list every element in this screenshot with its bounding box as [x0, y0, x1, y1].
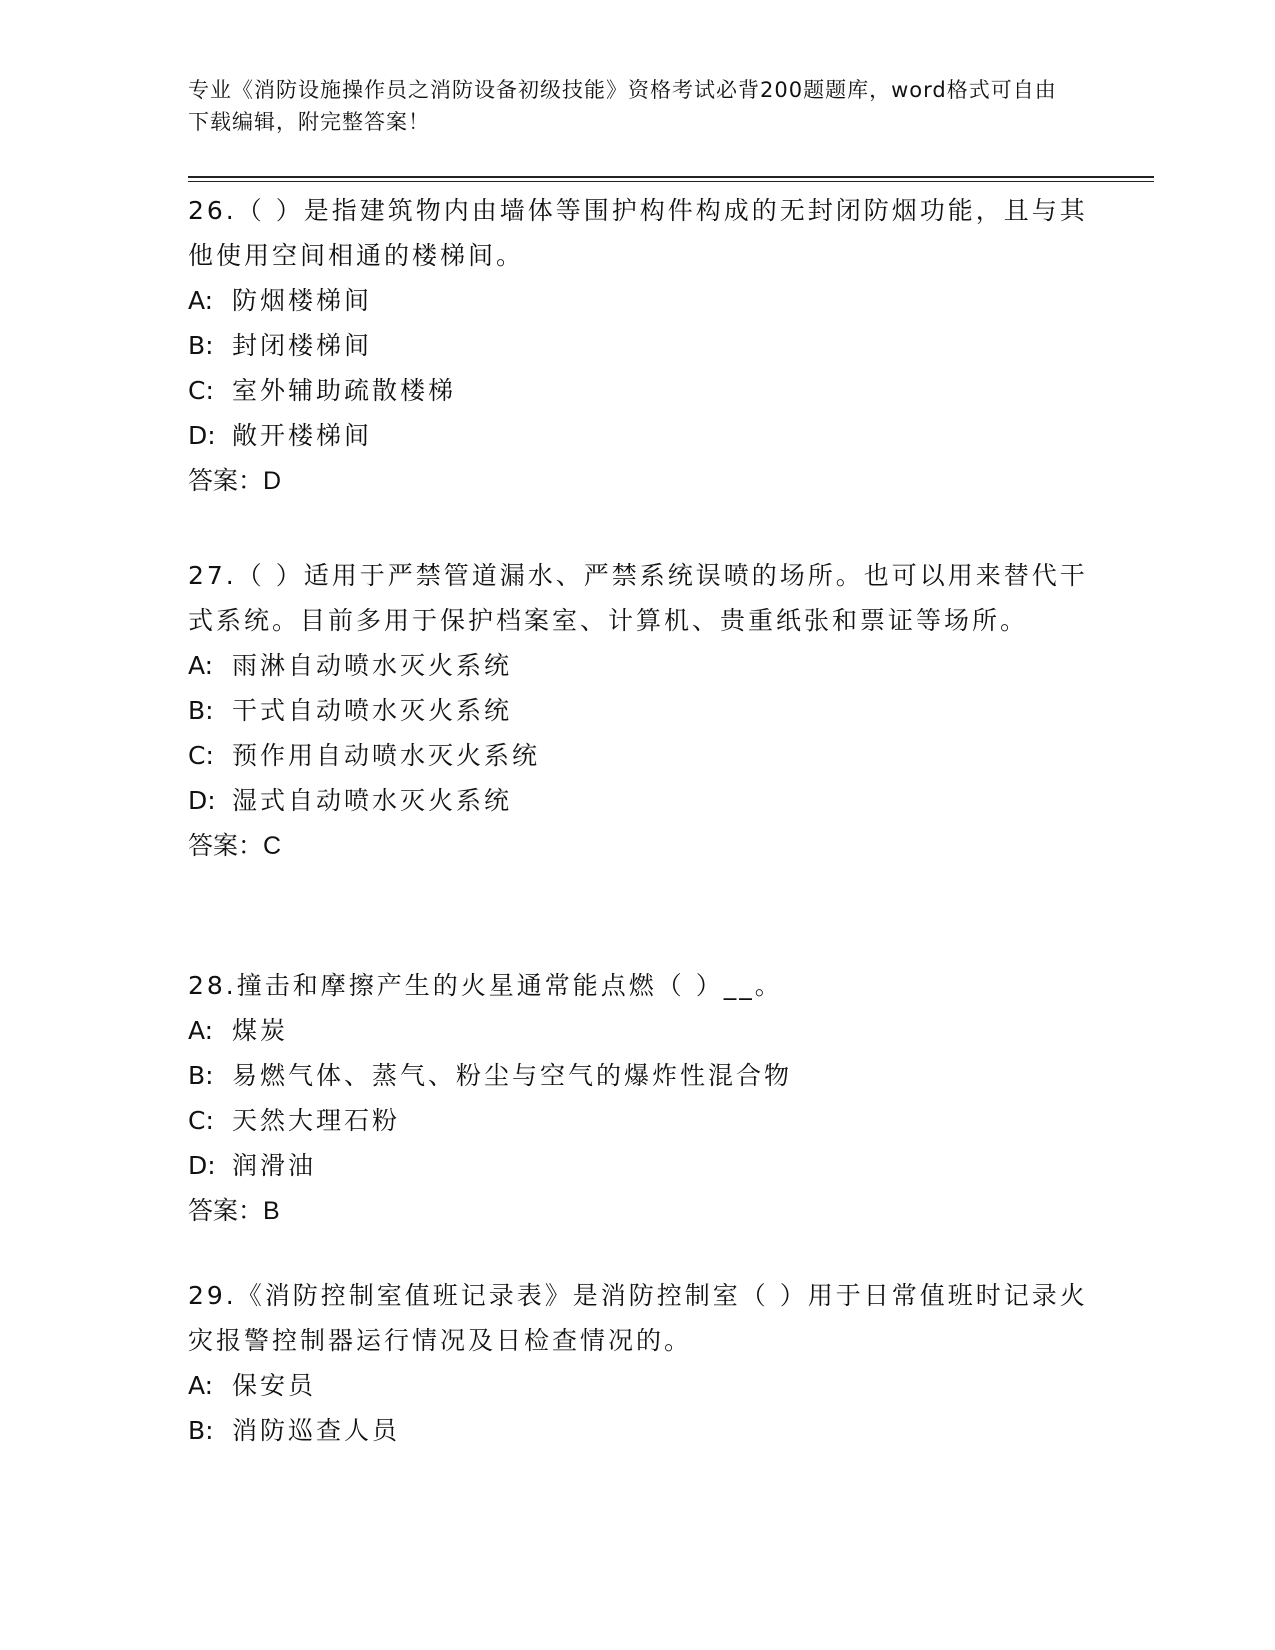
question-stem: 28.撞击和摩擦产生的火星通常能点燃（ ）__。 [188, 971, 783, 1000]
option-key: A: [188, 1371, 214, 1400]
answer-line [188, 823, 1088, 869]
option-key: A: [188, 1016, 214, 1045]
option-key: C: [188, 741, 214, 770]
answer-value: D [263, 467, 282, 495]
option-key: C: [188, 1106, 214, 1135]
option-key: D: [188, 421, 216, 450]
answer-label: 答案： [188, 831, 264, 860]
option-key: A: [188, 286, 214, 315]
option-text: 室外辅助疏散楼梯 [232, 376, 457, 405]
option-text: 天然大理石粉 [232, 1106, 401, 1135]
option-text: 消防巡查人员 [232, 1416, 401, 1445]
option-text: 易燃气体、蒸气、粉尘与空气的爆炸性混合物 [232, 1061, 793, 1090]
option-a [188, 278, 1088, 323]
option-key: A: [188, 651, 214, 680]
question-26 [188, 188, 1088, 504]
option-b [188, 1408, 1088, 1453]
option-key: D: [188, 786, 216, 815]
option-d [188, 778, 1088, 823]
question-stem: 26.（ ）是指建筑物内由墙体等围护构件构成的无封闭防烟功能，且与其他使用空间相通的楼梯间。 [188, 196, 1088, 270]
option-key: C: [188, 376, 214, 405]
question-28 [188, 963, 1088, 1234]
option-text: 封闭楼梯间 [232, 331, 373, 360]
option-key: D: [188, 1151, 216, 1180]
option-d [188, 1143, 1088, 1188]
option-b [188, 688, 1088, 733]
option-text: 保安员 [232, 1371, 317, 1400]
option-b [188, 1053, 1088, 1098]
answer-label: 答案： [188, 1196, 264, 1225]
option-a [188, 1008, 1088, 1053]
question-stem: 29.《消防控制室值班记录表》是消防控制室（ ）用于日常值班时记录火灾报警控制器运行情况及日检查情况的。 [188, 1281, 1088, 1355]
option-b [188, 323, 1088, 368]
option-d [188, 413, 1088, 458]
answer-value: C [263, 832, 282, 860]
question-29 [188, 1273, 1088, 1453]
option-text: 雨淋自动喷水灭火系统 [232, 651, 513, 680]
answer-label: 答案： [188, 466, 264, 495]
option-a [188, 643, 1088, 688]
question-stem: 27.（ ）适用于严禁管道漏水、严禁系统误喷的场所。也可以用来替代干式系统。目前多用于保护档案室、计算机、贵重纸张和票证等场所。 [188, 561, 1088, 635]
header-divider-thick [188, 176, 1154, 178]
option-text: 预作用自动喷水灭火系统 [232, 741, 541, 770]
option-key: B: [188, 331, 214, 360]
option-text: 干式自动喷水灭火系统 [232, 696, 513, 725]
option-key: B: [188, 1416, 214, 1445]
answer-value: B [263, 1197, 280, 1225]
option-a [188, 1363, 1088, 1408]
option-text: 防烟楼梯间 [232, 286, 373, 315]
option-text: 润滑油 [232, 1151, 317, 1180]
document-header: 专业《消防设施操作员之消防设备初级技能》资格考试必背200题题库，word格式可自由下载编辑，附完整答案！ [188, 78, 1057, 134]
option-c [188, 1098, 1088, 1143]
answer-line [188, 1188, 1088, 1234]
option-text: 湿式自动喷水灭火系统 [232, 786, 513, 815]
option-key: B: [188, 1061, 214, 1090]
answer-line [188, 458, 1088, 504]
question-27 [188, 553, 1088, 869]
header-divider-thin [188, 181, 1154, 182]
option-text: 敞开楼梯间 [232, 421, 373, 450]
option-c [188, 368, 1088, 413]
option-text: 煤炭 [232, 1016, 289, 1045]
option-c [188, 733, 1088, 778]
option-key: B: [188, 696, 214, 725]
